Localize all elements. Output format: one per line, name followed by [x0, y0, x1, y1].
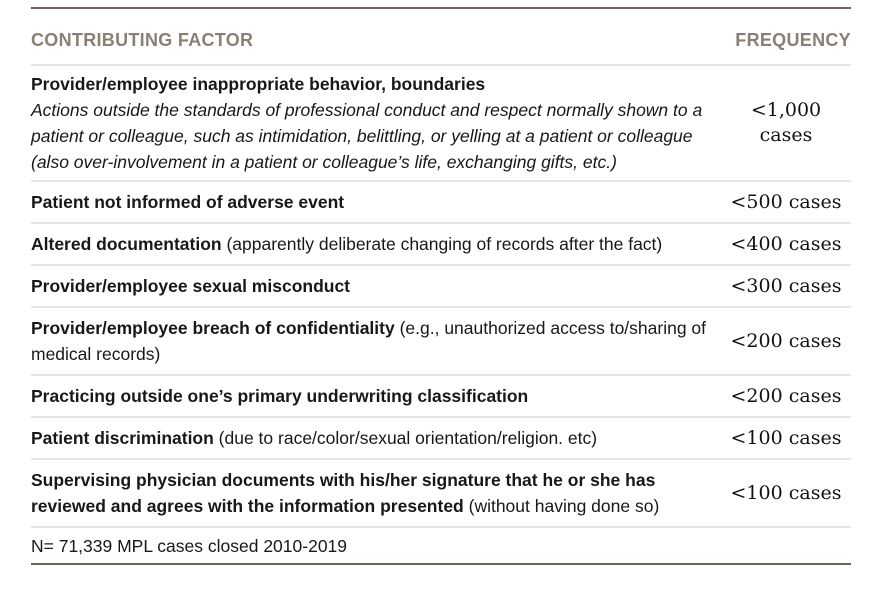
factor-note: (apparently deliberate changing of records after the fact) — [221, 234, 663, 254]
contributing-factor-table — [31, 7, 851, 565]
factor-title: Altered documentation — [31, 234, 222, 254]
factor-cell — [31, 425, 721, 451]
factor-cell — [31, 383, 721, 409]
table-row — [31, 308, 851, 374]
factor-cell — [31, 315, 721, 367]
frequency-value: <200 cases — [730, 329, 842, 352]
factor-cell — [31, 467, 721, 519]
factor-title: Provider/employee inappropriate behavior, boundaries — [31, 74, 486, 94]
frequency-value: <400 cases — [730, 232, 842, 255]
factor-title: Provider/employee breach of confidentiality — [31, 318, 395, 338]
factor-title: Practicing outside one’s primary underwriting classification — [31, 386, 529, 406]
frequency-value: <100 cases — [730, 481, 842, 504]
factor-note: (without having done so) — [463, 496, 660, 516]
table-footnote: N= 71,339 MPL cases closed 2010-2019 — [31, 536, 348, 556]
frequency-value: <100 cases — [730, 426, 842, 449]
table-row — [31, 460, 851, 526]
table-row — [31, 182, 851, 222]
factor-description: Actions outside the standards of professional conduct and respect normally shown to a patient or colleague, such as intimidation, belittling, or yelling at a patient or colleague (also over-involvement in a patient or colleague’s life, exchanging gifts, etc.) — [31, 100, 703, 172]
factor-cell — [31, 231, 721, 257]
factor-title: Patient not informed of adverse event — [31, 192, 345, 212]
table-header-row — [31, 9, 851, 64]
table-row — [31, 418, 851, 458]
factor-title: Supervising physician documents with his/her signature that he or she has reviewed and agrees with the information presented — [31, 470, 656, 516]
frequency-value: <300 cases — [730, 274, 842, 297]
factor-cell — [31, 189, 721, 215]
factor-note: (due to race/color/sexual orientation/religion. etc) — [213, 428, 598, 448]
column-header-contributing-factor: CONTRIBUTING FACTOR — [31, 30, 254, 50]
table-row — [31, 376, 851, 416]
table-row — [31, 66, 851, 180]
factor-cell — [31, 273, 721, 299]
table-row — [31, 266, 851, 306]
table-bottom-border — [31, 563, 851, 565]
frequency-value: <1,000 cases — [750, 99, 822, 146]
column-header-frequency: FREQUENCY — [735, 30, 851, 50]
frequency-value: <200 cases — [730, 384, 842, 407]
factor-cell — [31, 71, 721, 175]
frequency-value: <500 cases — [730, 190, 842, 213]
factor-title: Provider/employee sexual misconduct — [31, 276, 351, 296]
factor-note: (e.g., unauthorized access to/sharing of medical records) — [31, 318, 707, 364]
factor-title: Patient discrimination — [31, 428, 214, 448]
table-row — [31, 224, 851, 264]
